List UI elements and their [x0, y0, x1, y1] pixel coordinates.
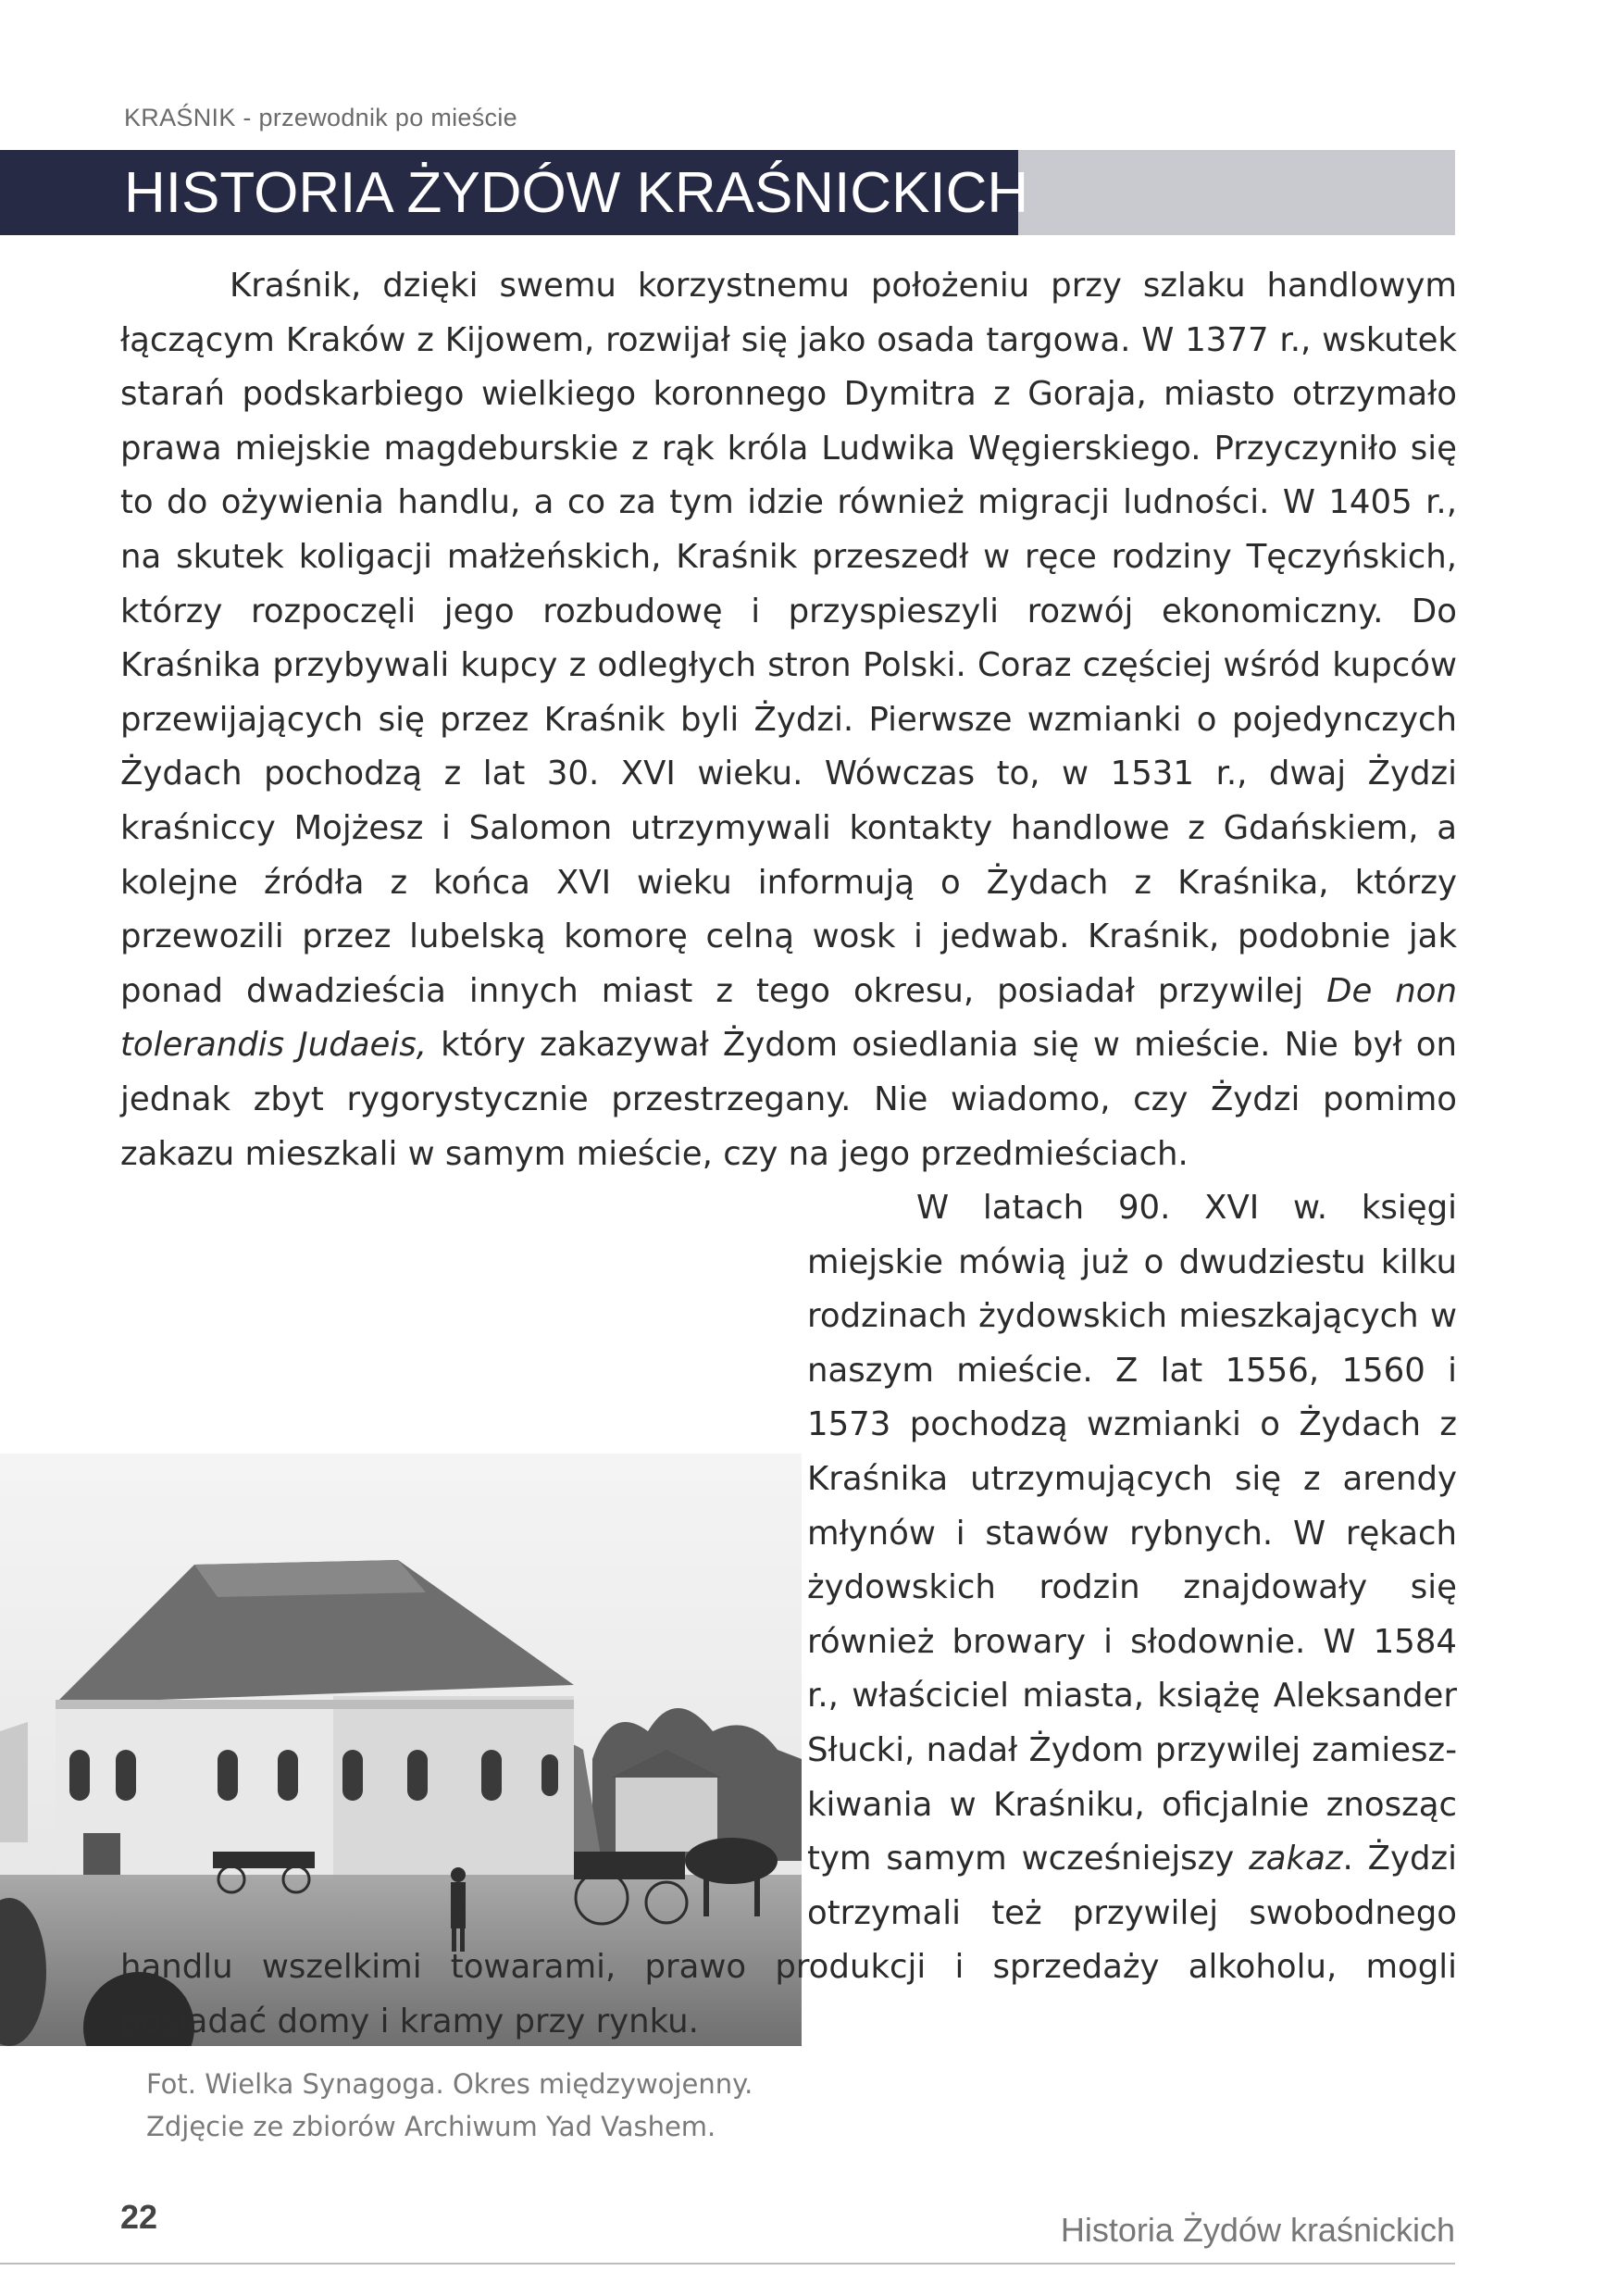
footer-rule	[0, 2263, 1455, 2265]
page-title: HISTORIA ŻYDÓW KRAŚNICKICH	[124, 161, 1029, 225]
title-band-accent	[1018, 150, 1455, 235]
photo-spacer	[120, 1290, 807, 1921]
paragraph: Kraśnik, dzięki swemu korzystnemu położeniu przy szlaku handlowym łączącym Kraków z Kijowem, rozwijał się jako osada targowa. W 1377 r., wskutek starań podskarbiego wielkiego koronnego Dymitra z Goraja, miasto otrzymało prawa miejskie magdeburskie z rąk króla Ludwika Węgierskiego. Przyczyniło się to do ożywienia handlu, a co za tym idzie również migracji ludności. W 1405 r., na skutek koligacji małżeńskich, Kraśnik przeszedł w ręce rodziny Tęczyńskich, którzy rozpoczęli jego rozbudowę i przyspieszyli rozwój ekonomiczny. Do Kraśnika przybywali kupcy z odległych stron Polski. Coraz częściej wśród kupców przewijających się przez Kraśnik byli Żydzi. Pierwsze wzmianki o pojedynczych Żydach pochodzą z lat 30. XVI wieku. Wówczas to, w 1531 r., dwaj Żydzi kraśniccy Mojżesz i Salomon utrzymywali kontakty handlowe z Gdańskiem, a kolejne źródła z końca XVI wieku informują o Żydach z Kraśnika, którzy przewozili przez lubelską komorę celną wosk i jedwab. Kraśnik, podobnie jak ponad dwadzieścia innych miast z tego okresu, posiadał przywilej De non tolerandis Judaeis, który zakazywał Żydom osiedlania się w mieście. Nie był on jednak zbyt rygorystycznie przestrzegany. Nie wiadomo, czy Żydzi pomimo zakazu mieszkali w samym mieście, czy na jego przedmieściach.	[120, 267, 1457, 1173]
photo-caption: Fot. Wielka Synagoga. Okres międzywojenny. Zdjęcie ze zbiorów Archiwum Yad Vashem.	[146, 2068, 753, 2142]
running-foot: Historia Żydów kraśnickich	[1060, 2211, 1455, 2249]
italic-word: zakaz	[1249, 1840, 1343, 1878]
paragraph: W latach 90. XVI w. księgi miejskie mówią już o dwudziestu kilku rodzinach żydowskich mieszkających w naszym mieście. Z lat 1556, 1560 i 1573 pochodzą wzmianki o Żydach z Kraśnika utrzymujących się z arendy młynów i stawów rybnych. W rękach żydowskich rodzin znajdowały się również browary i słodownie. W 1584 r., właściciel miasta, książę Aleksander Słucki, nadał Żydom przywilej zamieszkiwania w Kraśniku, oficjalnie znosząc tym samym wcześniejszy zakaz. Żydzi otrzymali też przywilej swobodnego handlu wszelkimi towarami, prawo produkcji i sprzedaży alkoholu, mogli posiadać domy i kramy przy rynku.	[120, 1189, 1457, 2040]
running-head: KRAŚNIK - przewodnik po mieście	[124, 104, 517, 131]
article-body	[120, 259, 1457, 2050]
latin-term: De non tolerandis Judaeis,	[120, 971, 1457, 1065]
page-number: 22	[120, 2198, 158, 2236]
